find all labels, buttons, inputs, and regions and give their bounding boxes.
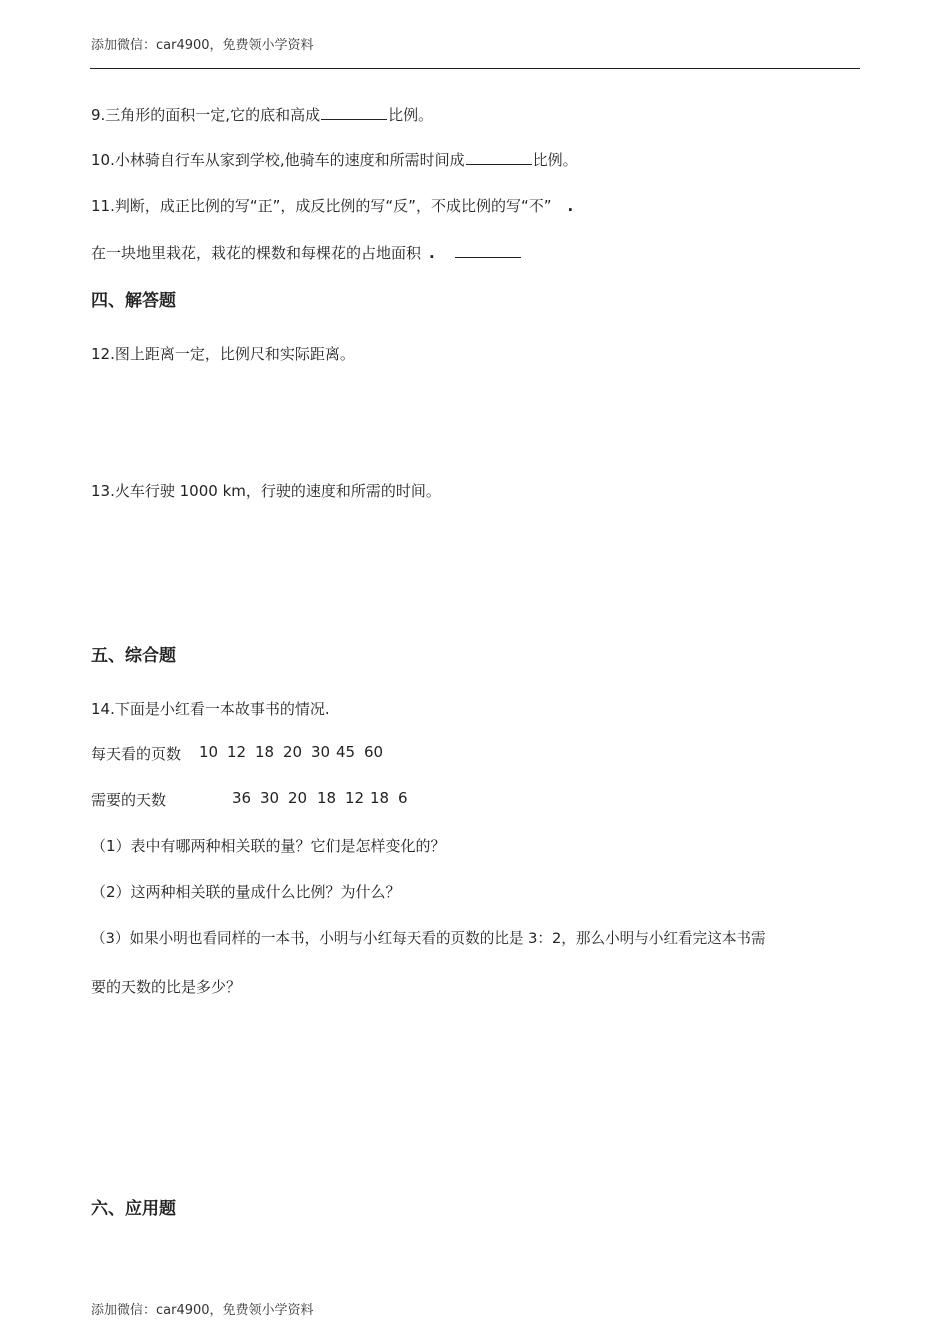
row1-value: 20	[283, 743, 303, 761]
section-6-title: 六、应用题	[91, 1199, 176, 1219]
question-14-sub-1: （1）表中有哪两种相关联的量？它们是怎样变化的？	[91, 837, 446, 855]
row1-value: 12	[227, 743, 247, 761]
row2-value: 6	[398, 789, 408, 807]
row2-value: 20	[288, 789, 308, 807]
q11-dot: .	[567, 197, 574, 215]
q11-text: 11.判断，成正比例的写“正”，成反比例的写“反”，不成比例的写“不”	[91, 197, 552, 215]
row2-value: 30	[260, 789, 280, 807]
q9-text: 9.三角形的面积一定,它的底和高成	[91, 106, 321, 124]
q9-answer-blank[interactable]	[321, 105, 387, 120]
section-5-title: 五、综合题	[91, 646, 176, 666]
question-11	[91, 195, 573, 216]
question-10	[91, 149, 578, 170]
row1-value: 60	[364, 743, 384, 761]
row2-value: 18	[370, 789, 390, 807]
row1-value: 10	[199, 743, 219, 761]
row2-value: 36	[232, 789, 252, 807]
row2-value: 18	[317, 789, 337, 807]
row2-label: 需要的天数	[91, 791, 167, 809]
q11-item-dot: .	[429, 244, 435, 262]
page-footer: 添加微信：car4900，免费领小学资料	[91, 1303, 314, 1318]
page-header: 添加微信：car4900，免费领小学资料	[91, 38, 314, 53]
row1-value: 30	[311, 743, 331, 761]
row1-value: 45	[336, 743, 356, 761]
q9-text-end: 比例。	[388, 106, 434, 124]
question-9	[91, 104, 433, 125]
q11-item-text: 在一块地里栽花，栽花的棵数和每棵花的占地面积	[91, 244, 422, 262]
question-13: 13.火车行驶 1000 km，行驶的速度和所需的时间。	[91, 482, 441, 500]
row1-value: 18	[255, 743, 275, 761]
section-4-title: 四、解答题	[91, 291, 176, 311]
row1-label: 每天看的页数	[91, 745, 182, 763]
question-14-sub-2: （2）这两种相关联的量成什么比例？为什么？	[91, 883, 401, 901]
q10-text-end: 比例。	[532, 151, 578, 169]
question-11-item	[91, 242, 522, 263]
question-12: 12.图上距离一定，比例尺和实际距离。	[91, 345, 355, 363]
table-row-pages-per-day	[91, 743, 384, 764]
q10-answer-blank[interactable]	[466, 150, 532, 165]
question-14-sub-3-cont: 要的天数的比是多少？	[91, 978, 242, 996]
question-14-sub-3: （3）如果小明也看同样的一本书，小明与小红每天看的页数的比是 3：2，那么小明与小红看完这本书需	[91, 930, 766, 947]
table-row-days-needed	[91, 789, 408, 810]
question-14-intro: 14.下面是小红看一本故事书的情况.	[91, 700, 330, 718]
q10-text: 10.小林骑自行车从家到学校,他骑车的速度和所需时间成	[91, 151, 465, 169]
row2-value: 12	[345, 789, 365, 807]
q11-answer-blank[interactable]	[455, 243, 521, 258]
header-divider	[90, 68, 860, 69]
